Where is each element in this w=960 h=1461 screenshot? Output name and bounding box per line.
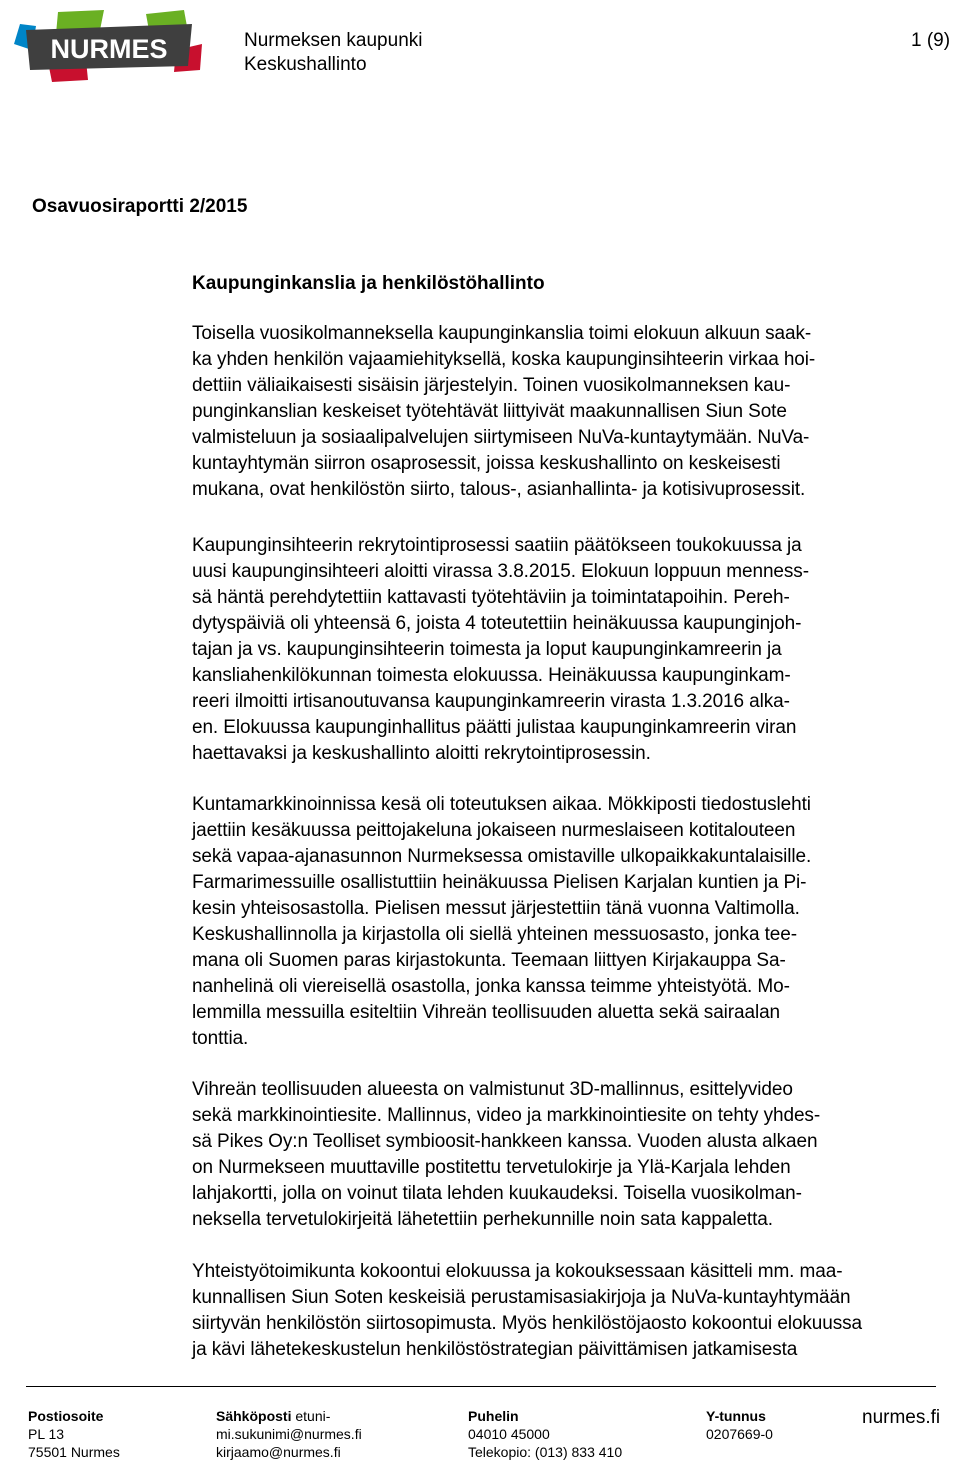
paragraph-line: lahjakortti, jolla on voinut tilata lehden kuukaudeksi. Toisella vuosikolman- xyxy=(192,1183,802,1204)
nurmes-logo xyxy=(8,10,204,82)
paragraph-line: Yhteistyötoimikunta kokoontui elokuussa ja kokouksessaan käsitteli mm. maa- xyxy=(192,1261,843,1282)
paragraph-line: ja kävi lähetekeskustelun henkilöstöstrategian päivittämisen jatkamisesta xyxy=(192,1339,798,1360)
paragraph-line: reeri ilmoitti irtisanoutuvansa kaupunginkamreerin virasta 1.3.2016 alka- xyxy=(192,691,790,712)
footer-postal-line: 75501 Nurmes xyxy=(28,1444,120,1460)
paragraph-line: kunnallisen Siun Soten keskeisiä perustamisasiakirjoja ja NuVa-kuntayhtymään xyxy=(192,1287,851,1308)
paragraph-line: Vihreän teollisuuden alueesta on valmistunut 3D-mallinnus, esittelyvideo xyxy=(192,1079,793,1100)
footer-divider xyxy=(26,1386,936,1387)
paragraph-line: haettavaksi ja keskushallinto aloitti rekrytointiprosessin. xyxy=(192,743,651,764)
footer-phone xyxy=(468,1407,622,1461)
footer-email-label: Sähköposti xyxy=(216,1408,292,1424)
paragraph-line: lemmilla messuilla esiteltiin Vihreän teollisuuden aluetta sekä sairaalan xyxy=(192,1002,780,1023)
paragraph-line: Keskushallinnolla ja kirjastolla oli siellä yhteinen messuosasto, jonka tee- xyxy=(192,924,797,945)
header-organization: Nurmeksen kaupunki xyxy=(244,30,423,51)
page-number: 1 (9) xyxy=(911,30,951,51)
paragraph-3 xyxy=(192,792,811,1052)
footer-phone-number: 04010 45000 xyxy=(468,1426,550,1442)
paragraph-line: nanhelinä oli viereisellä osastolla, jonka kanssa teimme yhteistyötä. Mo- xyxy=(192,976,790,997)
paragraph-line: en. Elokuussa kaupunginhallitus päätti julistaa kaupunginkamreerin viran xyxy=(192,717,797,738)
paragraph-line: tajan ja vs. kaupunginsihteerin toimesta ja loput kaupunginkamreerin ja xyxy=(192,639,782,660)
footer-phone-label: Puhelin xyxy=(468,1408,519,1424)
footer-fax-number: Telekopio: (013) 833 410 xyxy=(468,1444,623,1460)
paragraph-line: Farmarimessuille osallistuttiin heinäkuussa Pielisen Karjalan kuntien ja Pi- xyxy=(192,872,807,893)
paragraph-1 xyxy=(192,321,815,503)
header-department: Keskushallinto xyxy=(244,54,367,75)
footer-business-id-label: Y-tunnus xyxy=(706,1408,766,1424)
footer-email-address[interactable]: kirjaamo@nurmes.fi xyxy=(216,1444,341,1460)
section-title: Kaupunginkanslia ja henkilöstöhallinto xyxy=(192,273,545,294)
paragraph-4 xyxy=(192,1077,820,1233)
footer-email-heading xyxy=(216,1407,362,1425)
paragraph-5 xyxy=(192,1259,862,1363)
footer-email xyxy=(216,1407,362,1461)
paragraph-line: Kuntamarkkinoinnissa kesä oli toteutuksen aikaa. Mökkiposti tiedostuslehti xyxy=(192,794,811,815)
paragraph-line: tonttia. xyxy=(192,1028,249,1049)
paragraph-line: sekä vapaa-ajanasunnon Nurmeksessa omistaville ulkopaikkakuntalaisille. xyxy=(192,846,812,867)
logo-text: NURMES xyxy=(50,34,168,64)
paragraph-line: sä häntä perehdytettiin kattavasti työtehtäviin ja toimintatapoihin. Pereh- xyxy=(192,587,790,608)
paragraph-line: Toisella vuosikolmanneksella kaupunginkanslia toimi elokuun alkuun saak- xyxy=(192,323,812,344)
paragraph-line: jaettiin kesäkuussa peittojakeluna jokaiseen nurmeslaiseen kotitalouteen xyxy=(192,820,796,841)
footer-postal-label: Postiosoite xyxy=(28,1408,104,1424)
footer-website-link[interactable]: nurmes.fi xyxy=(862,1407,941,1428)
paragraph-line: sä Pikes Oy:n Teolliset symbioosit-hankkeen kanssa. Vuoden alusta alkaen xyxy=(192,1131,818,1152)
paragraph-line: punginkanslian keskeiset työtehtävät liittyivät maakunnallisen Siun Sote xyxy=(192,401,787,422)
paragraph-line: mukana, ovat henkilöstön siirto, talous-, asianhallinta- ja kotisivuprosessit. xyxy=(192,479,806,500)
footer-email-label-extra: etuni- xyxy=(291,1408,331,1424)
footer-business-id xyxy=(706,1407,773,1443)
paragraph-line: on Nurmekseen muuttaville postitettu tervetulokirje ja Ylä-Karjala lehden xyxy=(192,1157,791,1178)
paragraph-line: ka yhden henkilön vajaamiehityksellä, koska kaupunginsihteerin virkaa hoi- xyxy=(192,349,816,370)
paragraph-2 xyxy=(192,533,809,767)
paragraph-line: kesin yhteisosastolla. Pielisen messut järjestettiin tänä vuonna Valtimolla. xyxy=(192,898,800,919)
footer-postal xyxy=(28,1407,120,1461)
paragraph-line: Kaupunginsihteerin rekrytointiprosessi saatiin päätökseen toukokuussa ja xyxy=(192,535,802,556)
paragraph-line: dytyspäiviä oli yhteensä 6, joista 4 toteutettiin heinäkuussa kaupunginjoh- xyxy=(192,613,802,634)
paragraph-line: valmisteluun ja sosiaalipalvelujen siirtymiseen NuVa-kuntaytymään. NuVa- xyxy=(192,427,810,448)
paragraph-line: neksella tervetulokirjeitä lähetettiin perhekunnille noin sata kappaletta. xyxy=(192,1209,773,1230)
footer-email-address[interactable]: mi.sukunimi@nurmes.fi xyxy=(216,1426,362,1442)
paragraph-line: dettiin väliaikaisesti sisäisin järjestelyin. Toinen vuosikolmanneksen kau- xyxy=(192,375,791,396)
paragraph-line: uusi kaupunginsihteeri aloitti virassa 3.8.2015. Elokuun loppuun menness- xyxy=(192,561,809,582)
paragraph-line: sekä markkinointiesite. Mallinnus, video ja markkinointiesite on tehty yhdes- xyxy=(192,1105,821,1126)
paragraph-line: kansliahenkilökunnan toimesta elokuussa. Heinäkuussa kaupunginkam- xyxy=(192,665,791,686)
paragraph-line: siirtyvän henkilöstön siirtosopimusta. Myös henkilöstöjaosto kokoontui elokuussa xyxy=(192,1313,863,1334)
footer-business-id-value: 0207669-0 xyxy=(706,1426,773,1442)
paragraph-line: kuntayhtymän siirron osaprosessit, joissa keskushallinto on keskeisesti xyxy=(192,453,781,474)
document-title: Osavuosiraportti 2/2015 xyxy=(32,196,248,217)
paragraph-line: mana oli Suomen paras kirjastokunta. Teemaan liittyen Kirjakauppa Sa- xyxy=(192,950,786,971)
footer-postal-line: PL 13 xyxy=(28,1426,65,1442)
